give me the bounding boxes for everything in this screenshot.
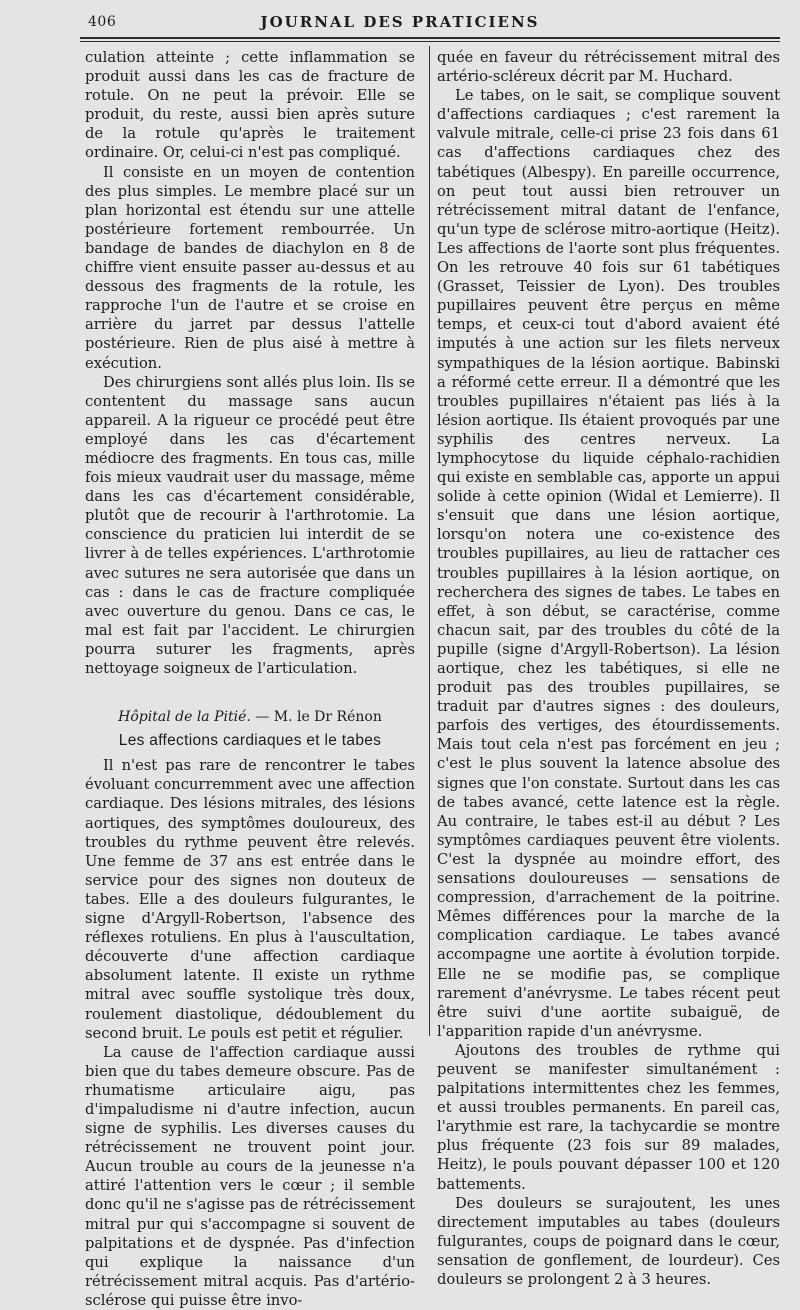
page-number: 406 <box>88 14 117 30</box>
paragraph: Il n'est pas rare de rencontrer le tabes évoluant concurremment avec une affection cardiaque. Des lésions mitrales, des lésions aortiques, des symptômes douloureux, des troubles du rythme peuvent être relevés. Une femme de 37 ans est entrée dans le service pour des signes non douteux de tabes. Elle a des douleurs fulgurantes, le signe d'Argyll-Robertson, l'absence des réflexes rotuliens. En plus à l'auscultation, découverte d'une affection cardiaque absolument latente. Il existe un rythme mitral avec souffle systolique très doux, roulement diastolique, dédoublement du second bruit. Le pouls est petit et régulier. <box>85 757 415 1042</box>
doctor-name: M. le Dr Rénon <box>273 709 382 726</box>
section-heading <box>85 708 415 727</box>
paragraph: culation atteinte ; cette inflammation se produit aussi dans les cas de fracture de rotule. On ne peut la prévoir. Elle se produit, du reste, aussi bien après suture de la rotule qu'après le traitement ordinaire. Or, celui-ci n'est pas compliqué. <box>85 49 415 162</box>
column-separator <box>429 46 430 1036</box>
page-header <box>0 8 800 34</box>
header-rule <box>80 37 780 39</box>
paragraph: La cause de l'affection cardiaque aussi bien que du tabes demeure obscure. Pas de rhumatisme articulaire aigu, pas d'impaludisme ni d'autre infection, aucun signe de syphilis. Les diverses causes du rétrécissement ne trouvent point jour. Aucun trouble au cours de la jeunesse n'a attiré l'attention vers le cœur ; il semble donc qu'il ne s'agisse pas de rétrécissement mitral pur qui s'accompagne si souvent de palpitations et de dyspnée. Pas d'infection qui explique la naissance d'un rétrécissement mitral acquis. Pas d'artério-sclérose qui puisse être invo- <box>85 1043 415 1309</box>
paragraph: Il consiste en un moyen de contention des plus simples. Le membre placé sur un plan horizontal est étendu sur une attelle postérieure fortement rembourrée. Un bandage de bandes de diachylon en 8 de chiffre vient ensuite passer au-dessus et au dessous des fragments de la rotule, les rapproche l'un de l'autre et se croise en arrière du jarret par dessus l'attelle postérieure. Rien de plus aisé à mettre à exécution. <box>85 163 415 372</box>
journal-title: JOURNAL DES PRATICIENS <box>260 13 540 31</box>
paragraph: Le tabes, on le sait, se complique souvent d'affections cardiaques ; c'est rarement la valvule mitrale, celle-ci prise 23 fois dans 61 cas d'affections cardiaques chez des tabétiques (Albespy). En pareille occurrence, on peut tout aussi bien retrouver un rétrécissement mitral datant de l'enfance, qu'un type de sclérose mitro-aortique (Heitz). Les affections de l'aorte sont plus fréquentes. On les retrouve 40 fois sur 61 tabétiques (Grasset, Teissier de Lyon). Des troubles pupillaires peuvent être perçus en même temps, et ceux-ci tout d'abord avaient été imputés à une action sur les filets nerveux sympathiques de la lésion aortique. Babinski a réformé cette erreur. Il a démontré que les troubles pupillaires n'étaient pas liés à la lésion aortique. Ils étaient provoqués par une syphilis des centres nerveux. La lymphocytose du liquide céphalo-rachidien qui existe en semblable cas, apporte un appui solide à cette opinion (Widal et Lemierre). Il s'ensuit que dans une lésion aortique, lorsqu'on notera une co-existence des troubles pupillaires, au lieu de rattacher ces troubles pupillaires à la lésion aortique, on recherchera des signes de tabes. Le tabes en effet, à son début, se caractérise, comme chacun sait, par des troubles du côté de la pupille (signe d'Argyll-Robertson). La lésion aortique, chez les tabétiques, si elle ne produit pas des troubles pupillaires, se traduit par d'autres signes : des douleurs, parfois des vertiges, des étourdissements. Mais tout cela n'est pas forcément en jeu ; c'est le plus souvent la latence absolue des signes que l'on constate. Surtout dans les cas de tabes avancé, cette latence est la règle. Au contraire, le tabes est-il au début ? Les symptômes cardiaques peuvent être violents. C'est la dyspnée au moindre effort, des sensations douloureuses — sensations de compression, d'arrachement de la poitrine. Mêmes différences pour la marche de la complication cardiaque. Le tabes avancé accompagne une aortite à évolution torpide. Elle ne se modifie pas, se complique rarement d'anévrysme. Le tabes récent peut être suivi d'une aortite subaiguë, de l'apparition rapide d'un anévrysme. <box>437 87 780 1040</box>
paragraph: Des chirurgiens sont allés plus loin. Ils se contentent du massage sans aucun appareil. A la rigueur ce procédé peut être employé dans les cas d'écartement médiocre des fragments. En tous cas, mille fois mieux vaudrait user du massage, même dans les cas d'écartement considérable, plutôt que de recourir à l'arthrotomie. La conscience du praticien lui interdit de se livrer à de telles expériences. L'arthrotomie avec sutures ne sera autorisée que dans un cas : dans le cas de fracture compliquée avec ouverture du genou. Dans ce cas, le mal est fait par l'accident. Le chirurgien pourra suturer les fragments, après nettoyage soigneux de l'articulation. <box>85 373 415 677</box>
header-rule-thin <box>80 41 780 42</box>
paragraph: Des douleurs se surajoutent, les unes directement imputables au tabes (douleurs fulgurantes, coups de poignard dans le cœur, sensation de gonflement, de lourdeur). Ces douleurs se prolongent 2 à 3 heures. <box>437 1194 780 1288</box>
paragraph: Ajoutons des troubles de rythme qui peuvent se manifester simultanément : palpitations intermittentes chez les femmes, et aussi troubles permanents. En pareil cas, l'arythmie est rare, la tachycardie se montre plus fréquente (23 fois sur 89 malades, Heitz), le pouls pouvant dépasser 100 et 120 battements. <box>437 1041 780 1193</box>
left-column <box>85 48 415 1310</box>
section-title: Les affections cardiaques et le tabes <box>118 732 382 750</box>
right-column <box>437 48 780 1289</box>
paragraph: quée en faveur du rétrécissement mitral des artério-scléreux décrit par M. Huchard. <box>437 49 780 86</box>
hospital-name: Hôpital de la Pitié. — <box>118 709 270 726</box>
